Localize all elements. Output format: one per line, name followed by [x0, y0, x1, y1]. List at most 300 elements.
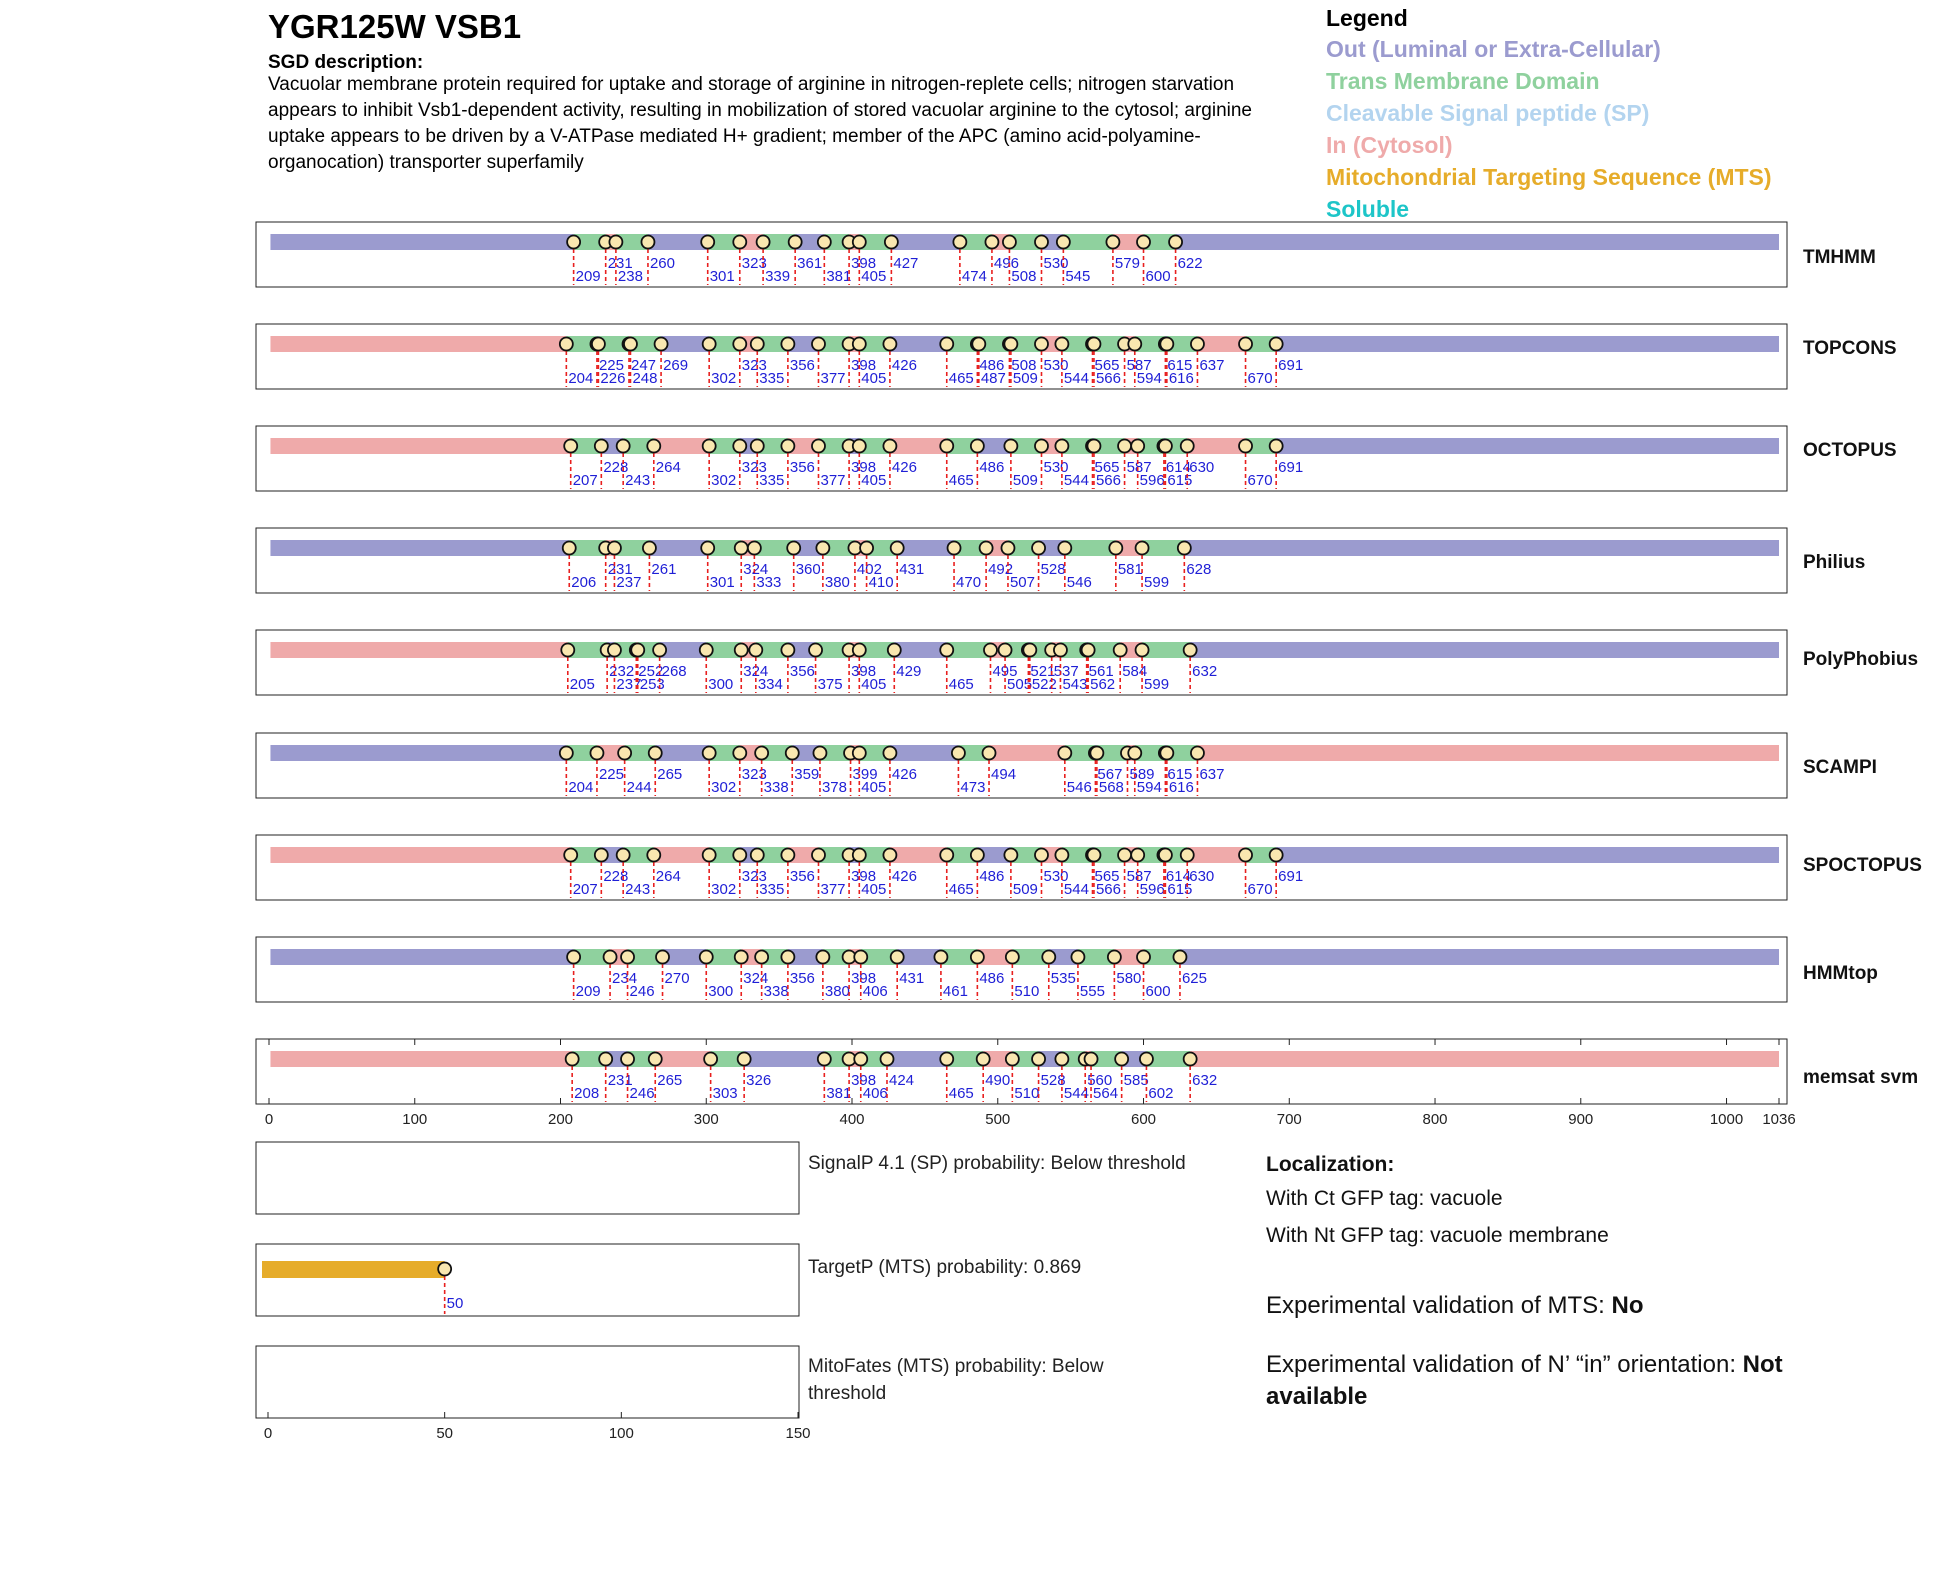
position-label: 243	[625, 472, 651, 489]
x-tick-label: 200	[547, 1111, 574, 1128]
position-label: 375	[817, 676, 843, 693]
mts-validation-label: Experimental validation of MTS:	[1266, 1292, 1612, 1319]
position-label: 269	[663, 357, 689, 374]
loop-segment	[270, 745, 566, 761]
position-label: 377	[820, 472, 846, 489]
position-marker	[563, 542, 576, 555]
position-marker	[940, 1053, 953, 1066]
position-marker	[1035, 440, 1048, 453]
position-marker	[1082, 644, 1095, 657]
position-marker	[643, 542, 656, 555]
position-marker	[1004, 440, 1017, 453]
position-label: 405	[861, 472, 887, 489]
position-marker	[1058, 542, 1071, 555]
position-label: 323	[741, 459, 767, 476]
position-label: 234	[612, 970, 638, 987]
sgd-description-text: Vacuolar membrane protein required for uptake and storage of arginine in nitrogen-replete cells; nitrogen starvation appears to inhibit Vsb1-dependent activity, resulting in mobilization of stored vacuolar arginine to the cytosol; arginine uptake appears to be driven by a V-ATPase mediated H+ gradient; member of the APC (amino acid-polyamine-organocation) transporter superfamily	[268, 74, 1252, 173]
legend-item-mts: Mitochondrial Targeting Sequence (MTS)	[1326, 164, 1772, 190]
position-label: 691	[1278, 357, 1304, 374]
tm-segment	[1065, 540, 1116, 556]
position-label: 238	[617, 268, 643, 285]
orientation-validation-value-1: Not	[1742, 1351, 1783, 1378]
loop-segment	[270, 336, 566, 352]
position-label: 585	[1123, 1072, 1149, 1089]
position-marker	[818, 236, 831, 249]
position-label: 232	[609, 663, 635, 680]
localization-nt: With Nt GFP tag: vacuole membrane	[1266, 1224, 1609, 1247]
position-label: 302	[711, 472, 737, 489]
position-marker	[853, 747, 866, 760]
loop-segment	[1187, 438, 1245, 454]
position-marker	[733, 849, 746, 862]
x-tick-label: 300	[693, 1111, 719, 1128]
position-label: 398	[851, 255, 877, 272]
x-tick-label: 900	[1568, 1111, 1594, 1128]
position-label: 207	[572, 881, 598, 898]
loop-segment	[270, 847, 570, 863]
position-marker	[561, 644, 574, 657]
position-marker	[1087, 338, 1100, 351]
position-marker	[934, 951, 947, 964]
x-tick-label: 0	[263, 1425, 273, 1442]
position-label: 300	[708, 983, 734, 1000]
position-label: 486	[979, 459, 1005, 476]
position-label: 521	[1030, 663, 1056, 680]
position-label: 564	[1093, 1085, 1119, 1102]
position-label: 615	[1167, 357, 1193, 374]
position-label: 600	[1145, 268, 1171, 285]
position-marker	[751, 849, 764, 862]
position-label: 243	[625, 881, 651, 898]
position-marker	[883, 440, 896, 453]
position-label: 323	[741, 255, 767, 272]
position-label: 324	[743, 970, 769, 987]
loop-segment	[890, 847, 947, 863]
page-title: YGR125W VSB1	[268, 8, 522, 45]
position-label: 670	[1247, 370, 1273, 387]
position-label: 398	[851, 663, 877, 680]
position-label: 431	[899, 561, 925, 578]
position-marker	[786, 747, 799, 760]
loop-segment	[270, 540, 569, 556]
loop-segment	[654, 847, 709, 863]
position-label: 247	[631, 357, 657, 374]
position-label: 302	[711, 779, 737, 796]
position-label: 461	[942, 983, 968, 1000]
prediction-frame	[256, 1244, 799, 1316]
position-marker	[972, 338, 985, 351]
position-marker	[560, 338, 573, 351]
position-label: 566	[1095, 472, 1121, 489]
position-marker	[1169, 236, 1182, 249]
position-label: 335	[759, 472, 785, 489]
position-label: 426	[891, 766, 917, 783]
position-marker	[985, 236, 998, 249]
position-label: 380	[824, 983, 850, 1000]
position-label: 226	[600, 370, 626, 387]
position-marker	[1178, 542, 1191, 555]
position-label: 473	[960, 779, 986, 796]
position-label: 381	[826, 268, 852, 285]
position-marker	[755, 747, 768, 760]
position-marker	[567, 236, 580, 249]
position-marker	[595, 849, 608, 862]
loop-segment	[744, 1051, 824, 1067]
position-label: 323	[741, 868, 767, 885]
position-label: 561	[1088, 663, 1114, 680]
position-label: 535	[1050, 970, 1076, 987]
position-label: 378	[821, 779, 847, 796]
position-label: 555	[1079, 983, 1105, 1000]
position-label: 429	[896, 663, 922, 680]
position-label: 670	[1247, 472, 1273, 489]
position-marker	[1184, 644, 1197, 657]
x-tick-label: 400	[839, 1111, 865, 1128]
loop-segment	[1190, 1051, 1779, 1067]
position-label: 474	[961, 268, 987, 285]
position-label: 544	[1063, 881, 1089, 898]
position-label: 206	[571, 574, 597, 591]
position-label: 546	[1066, 779, 1092, 796]
position-label: 261	[651, 561, 677, 578]
position-label: 510	[1014, 1085, 1040, 1102]
position-marker	[567, 951, 580, 964]
mitofates-label-line1: MitoFates (MTS) probability: Below	[808, 1356, 1104, 1377]
position-label: 398	[851, 970, 877, 987]
position-label: 398	[851, 459, 877, 476]
position-label: 410	[868, 574, 894, 591]
position-label: 486	[979, 868, 1005, 885]
position-marker	[1058, 747, 1071, 760]
position-label: 562	[1090, 676, 1116, 693]
position-label: 670	[1247, 881, 1273, 898]
position-marker	[984, 644, 997, 657]
position-marker	[617, 440, 630, 453]
position-label: 632	[1192, 663, 1218, 680]
position-marker	[1191, 338, 1204, 351]
position-marker	[621, 1053, 634, 1066]
position-marker	[700, 644, 713, 657]
position-label: 335	[759, 881, 785, 898]
position-marker	[1035, 849, 1048, 862]
position-label: 625	[1181, 970, 1207, 987]
loop-segment	[1276, 438, 1779, 454]
position-marker	[781, 644, 794, 657]
legend-item-sp: Cleavable Signal peptide (SP)	[1326, 100, 1650, 126]
position-marker	[735, 542, 748, 555]
position-label: 543	[1062, 676, 1088, 693]
position-label: 509	[1012, 881, 1038, 898]
position-marker	[812, 849, 825, 862]
position-marker	[1239, 440, 1252, 453]
position-label: 594	[1136, 370, 1162, 387]
legend-item-in: In (Cytosol)	[1326, 132, 1453, 158]
position-label: 398	[851, 1072, 877, 1089]
tm-segment	[1063, 234, 1113, 250]
track-name-octopus: OCTOPUS	[1803, 440, 1897, 461]
loop-segment	[891, 234, 960, 250]
position-label: 237	[616, 676, 642, 693]
position-label: 339	[765, 268, 791, 285]
position-label: 302	[711, 370, 737, 387]
track-name-philius: Philius	[1803, 552, 1866, 573]
position-label: 579	[1114, 255, 1140, 272]
position-marker	[703, 440, 716, 453]
loop-segment	[270, 438, 570, 454]
position-label: 225	[598, 766, 624, 783]
position-label: 426	[891, 357, 917, 374]
position-label: 361	[797, 255, 823, 272]
position-marker	[1140, 1053, 1153, 1066]
position-marker	[971, 440, 984, 453]
position-marker	[1071, 951, 1084, 964]
position-label: 505	[1007, 676, 1033, 693]
position-label: 377	[820, 370, 846, 387]
loop-segment	[1176, 234, 1779, 250]
loop-segment	[270, 234, 573, 250]
position-label: 537	[1053, 663, 1079, 680]
position-marker	[1184, 1053, 1197, 1066]
loop-segment	[890, 438, 947, 454]
position-marker	[755, 951, 768, 964]
position-marker	[748, 542, 761, 555]
position-marker	[595, 440, 608, 453]
track-name-topcons: TOPCONS	[1803, 338, 1897, 359]
position-marker	[733, 338, 746, 351]
position-marker	[592, 338, 605, 351]
position-label: 545	[1065, 268, 1091, 285]
position-label: 324	[743, 561, 769, 578]
position-marker	[733, 440, 746, 453]
position-label: 335	[759, 370, 785, 387]
position-marker	[701, 542, 714, 555]
localization-ct: With Ct GFP tag: vacuole	[1266, 1187, 1503, 1210]
position-marker	[1239, 338, 1252, 351]
loop-segment	[270, 949, 573, 965]
position-marker	[1035, 338, 1048, 351]
sgd-description-heading: SGD description:	[268, 52, 424, 73]
position-label: 399	[852, 766, 878, 783]
position-marker	[655, 338, 668, 351]
position-marker	[1114, 644, 1127, 657]
position-marker	[649, 1053, 662, 1066]
position-marker	[1270, 440, 1283, 453]
position-marker	[816, 542, 829, 555]
position-marker	[757, 236, 770, 249]
position-marker	[733, 747, 746, 760]
position-label: 426	[891, 868, 917, 885]
loop-segment	[655, 745, 709, 761]
position-label: 544	[1063, 370, 1089, 387]
prediction-frame	[256, 1346, 799, 1418]
position-marker	[1004, 338, 1017, 351]
prediction-frame	[256, 1142, 799, 1214]
position-marker	[631, 644, 644, 657]
position-label: 244	[626, 779, 652, 796]
position-marker	[1023, 644, 1036, 657]
position-marker	[700, 951, 713, 964]
position-marker	[1109, 542, 1122, 555]
position-label: 486	[979, 357, 1005, 374]
position-marker	[1270, 338, 1283, 351]
loop-segment	[654, 438, 709, 454]
position-marker	[1057, 236, 1070, 249]
position-label: 691	[1278, 459, 1304, 476]
position-marker	[641, 236, 654, 249]
orientation-validation-value-2: available	[1266, 1383, 1368, 1410]
mts-validation-value: No	[1611, 1292, 1644, 1319]
loop-segment	[649, 540, 707, 556]
position-label: 228	[603, 459, 629, 476]
position-label: 205	[569, 676, 595, 693]
position-marker	[781, 849, 794, 862]
position-marker	[818, 1053, 831, 1066]
position-marker	[649, 747, 662, 760]
position-marker	[971, 849, 984, 862]
position-marker	[1160, 338, 1173, 351]
position-marker	[853, 849, 866, 862]
position-marker	[1239, 849, 1252, 862]
position-label: 431	[899, 970, 925, 987]
position-label: 630	[1189, 868, 1215, 885]
position-label: 637	[1199, 766, 1225, 783]
position-label: 359	[794, 766, 820, 783]
position-label: 260	[649, 255, 675, 272]
position-label: 544	[1063, 1085, 1089, 1102]
loop-segment	[1276, 336, 1779, 352]
loop-segment	[270, 1051, 572, 1067]
position-label: 528	[1040, 561, 1066, 578]
loop-segment	[887, 1051, 947, 1067]
position-label: 406	[862, 1085, 888, 1102]
position-marker	[940, 338, 953, 351]
position-marker	[1054, 644, 1067, 657]
position-marker	[564, 440, 577, 453]
x-tick-label: 800	[1422, 1111, 1448, 1128]
position-label: 600	[1145, 983, 1171, 1000]
position-marker	[751, 440, 764, 453]
position-marker	[647, 440, 660, 453]
position-label: 530	[1043, 868, 1069, 885]
position-marker	[1055, 849, 1068, 862]
position-label: 614	[1165, 459, 1191, 476]
position-label: 270	[664, 970, 690, 987]
position-label: 406	[862, 983, 888, 1000]
position-marker	[704, 1053, 717, 1066]
position-marker	[1035, 236, 1048, 249]
x-tick-label: 150	[785, 1425, 811, 1442]
position-label: 246	[629, 1085, 655, 1102]
position-label: 204	[568, 779, 594, 796]
position-marker	[1106, 236, 1119, 249]
signalp-label: SignalP 4.1 (SP) probability: Below threshold	[808, 1153, 1186, 1174]
position-label: 231	[607, 561, 633, 578]
position-label: 566	[1095, 881, 1121, 898]
legend-item-tm: Trans Membrane Domain	[1326, 68, 1600, 94]
position-label: 426	[891, 459, 917, 476]
position-label: 509	[1012, 370, 1038, 387]
position-marker	[751, 338, 764, 351]
position-marker	[809, 644, 822, 657]
loop-segment	[270, 642, 567, 658]
position-label: 465	[948, 370, 974, 387]
position-label: 301	[709, 574, 735, 591]
position-marker	[999, 644, 1012, 657]
position-marker	[789, 236, 802, 249]
position-marker	[953, 236, 966, 249]
position-marker	[940, 644, 953, 657]
position-marker	[813, 747, 826, 760]
position-marker	[812, 338, 825, 351]
position-label: 490	[985, 1072, 1011, 1089]
position-marker	[1003, 236, 1016, 249]
position-label: 338	[763, 779, 789, 796]
position-marker	[977, 1053, 990, 1066]
position-label: 209	[575, 268, 601, 285]
loop-segment	[989, 745, 1065, 761]
position-label: 248	[632, 370, 658, 387]
position-label: 615	[1167, 766, 1193, 783]
position-label: 465	[948, 472, 974, 489]
position-label: 580	[1116, 970, 1142, 987]
position-label: 560	[1087, 1072, 1113, 1089]
position-marker	[888, 644, 901, 657]
localization-heading: Localization:	[1266, 1153, 1395, 1176]
track-frame	[256, 733, 1787, 798]
position-label: 356	[789, 663, 815, 680]
loop-segment	[1180, 949, 1779, 965]
loop-segment	[890, 336, 947, 352]
x-tick-label: 500	[985, 1111, 1011, 1128]
position-label: 494	[991, 766, 1017, 783]
x-tick-label: 700	[1276, 1111, 1302, 1128]
position-label: 566	[1095, 370, 1121, 387]
targetp-label: TargetP (MTS) probability: 0.869	[808, 1257, 1082, 1278]
position-label: 360	[795, 561, 821, 578]
position-label: 615	[1167, 881, 1193, 898]
position-label: 510	[1014, 983, 1040, 1000]
position-marker	[1270, 849, 1283, 862]
position-marker	[1042, 951, 1055, 964]
position-label: 246	[629, 983, 655, 1000]
position-marker	[735, 644, 748, 657]
position-marker	[1173, 951, 1186, 964]
position-marker	[1006, 951, 1019, 964]
loop-segment	[1197, 745, 1779, 761]
track-name-tmhmm: TMHMM	[1803, 247, 1876, 268]
loop-segment	[897, 540, 954, 556]
position-marker	[653, 644, 666, 657]
position-label: 589	[1129, 766, 1155, 783]
loop-segment	[1187, 847, 1245, 863]
position-label: 207	[572, 472, 598, 489]
x-tick-label: 0	[264, 1111, 274, 1128]
position-marker	[608, 644, 621, 657]
position-label: 356	[789, 459, 815, 476]
position-label: 470	[956, 574, 982, 591]
position-label: 616	[1168, 779, 1194, 796]
position-label: 496	[993, 255, 1019, 272]
position-label: 632	[1192, 1072, 1218, 1089]
position-label: 405	[861, 268, 887, 285]
position-label: 508	[1011, 268, 1037, 285]
position-marker	[980, 542, 993, 555]
position-label: 405	[861, 779, 887, 796]
position-label: 301	[709, 268, 735, 285]
position-label: 530	[1043, 459, 1069, 476]
mts-segment	[262, 1261, 445, 1278]
position-label: 204	[568, 370, 594, 387]
